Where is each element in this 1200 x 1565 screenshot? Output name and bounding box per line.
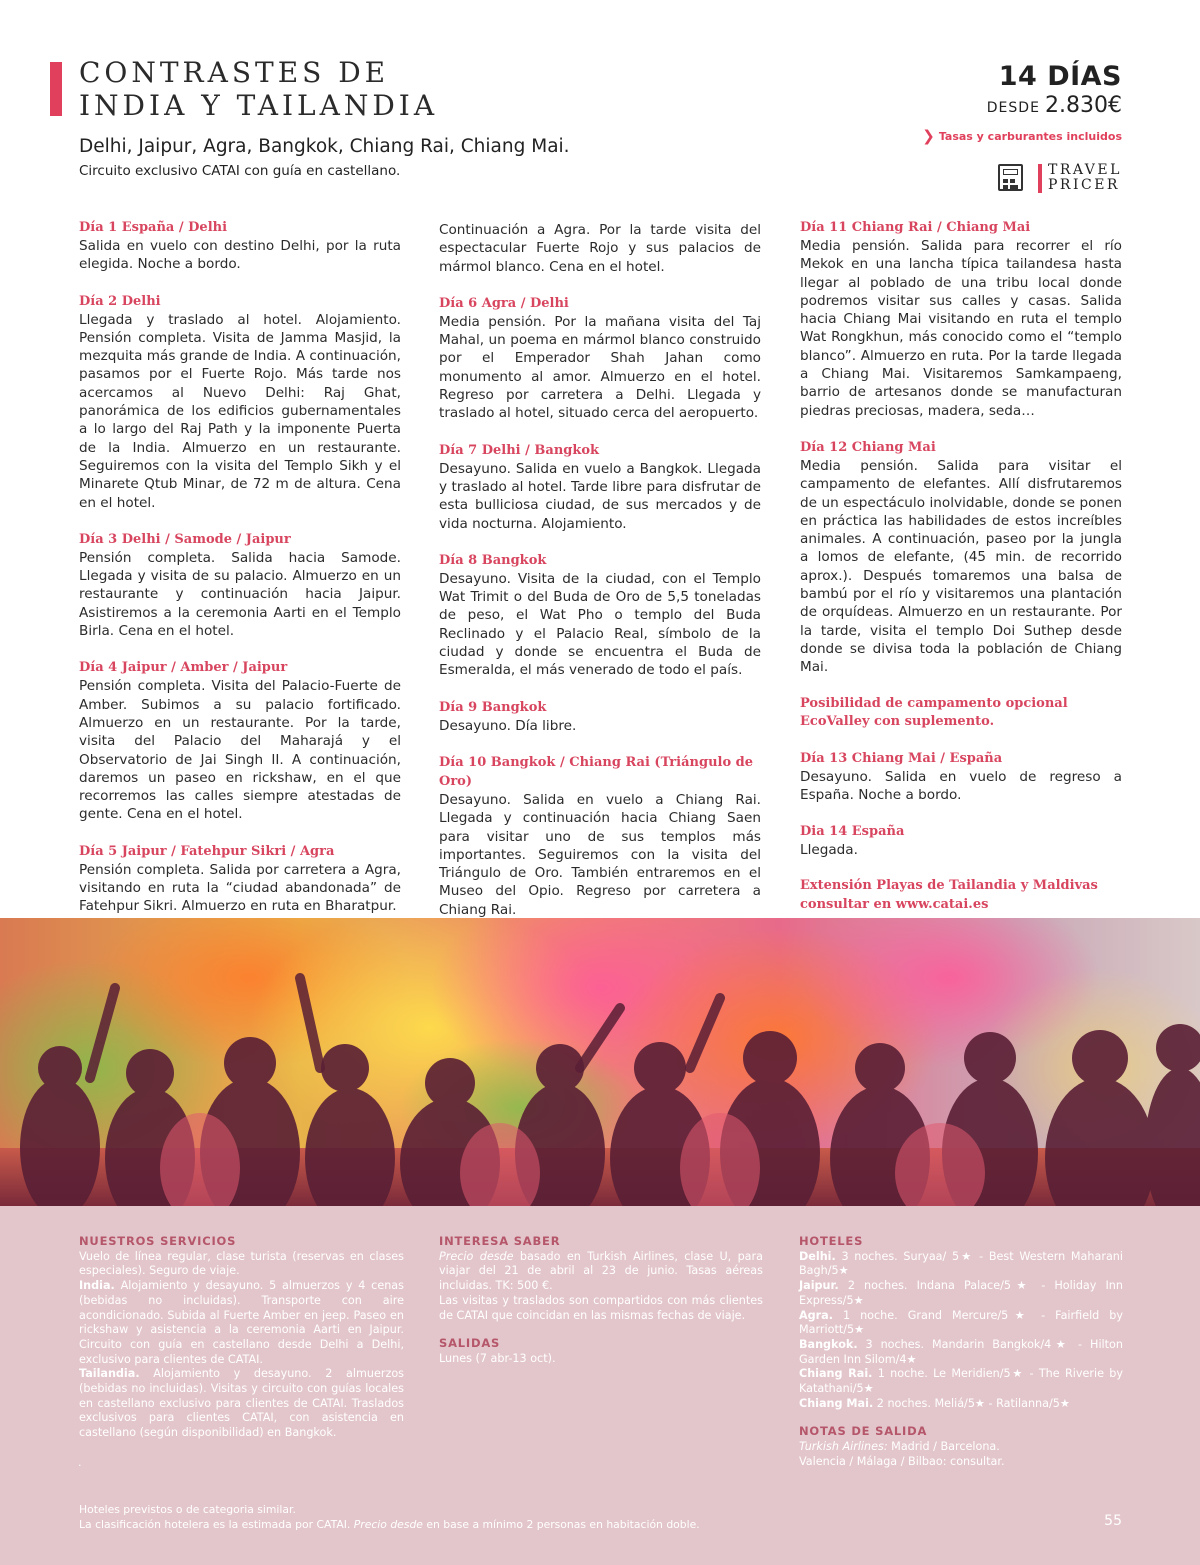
- departure-notes-heading: NOTAS DE SALIDA: [799, 1424, 928, 1439]
- footer-line2-a: La clasificación hotelera es la estimada por CATAI.: [79, 1518, 351, 1531]
- day-text: Desayuno. Día libre.: [439, 717, 577, 734]
- hotel-text: 3 noches. Mandarin Bangkok/4★ - Hilton Garden Inn Silom/4★: [799, 1337, 1123, 1366]
- services-india: [79, 1279, 404, 1367]
- itinerary-column-1: [79, 218, 401, 934]
- itinerary-day: [79, 658, 401, 823]
- travel-pricer-line2: PRICER: [1048, 177, 1120, 193]
- itinerary-day: [439, 753, 761, 919]
- itinerary-column-2: [439, 221, 761, 937]
- travel-pricer-logo[interactable]: [998, 162, 1122, 194]
- itinerary-day: [439, 294, 761, 423]
- day-title: Día 5 Jaipur / Fatehpur Sikri / Agra: [79, 843, 335, 859]
- optional-camp-note: Posibilidad de campamento opcional EcoValley con suplemento.: [800, 695, 1068, 730]
- day-text: Llegada y traslado al hotel. Alojamiento. Pensión completa. Visita de Jamma Masjid, la mezquita más grande de India. A continuación, pasamos por el Fuerte Rojo. Más tarde nos acercamos al Nuevo Delhi: Raj Ghat, panorámica de los edificios gubernamentales a lo largo del Raj Path y la imponente Puerta de la India. Almuerzo en un restaurante. Seguiremos con la visita del Templo Sikh y el Minarete Qtub Minar, de 72 m de altura. Cena en el hotel.: [79, 311, 401, 511]
- stray-dot: .: [78, 1456, 82, 1469]
- hotel-item: [799, 1250, 1123, 1279]
- day-title: Día 4 Jaipur / Amber / Jaipur: [79, 660, 288, 676]
- route-subtitle: Delhi, Jaipur, Agra, Bangkok, Chiang Rai, Chiang Mai.: [79, 136, 570, 157]
- hotel-item: [799, 1338, 1123, 1367]
- departures-heading: SALIDAS: [439, 1336, 501, 1351]
- hotel-city: Delhi.: [799, 1249, 836, 1263]
- services-thailand: [79, 1367, 404, 1441]
- interest-price: [439, 1250, 763, 1294]
- extension-note: Extensión Playas de Tailandia y Maldivas consultar en www.catai.es: [800, 878, 1098, 912]
- itinerary-day: [79, 292, 401, 512]
- departure-notes-line1: [799, 1440, 1123, 1455]
- day-title: Día 11 Chiang Rai / Chiang Mai: [800, 220, 1031, 235]
- hotel-text: 1 noche. Le Meridien/5★ - The Riverie by Katathani/5★: [799, 1367, 1123, 1396]
- footer-line2: [79, 1517, 700, 1532]
- price-value: 2.830€: [1045, 93, 1122, 118]
- day-text: Desayuno. Visita de la ciudad, con el Templo Wat Trimit o del Buda de Oro de 5,5 toneladas de peso, el Wat Pho o templo del Buda Reclinado y el Palacio Real, símbolo de la ciudad y donde se encuentra el Buda de Esmeralda, el más venerado de todo el país.: [439, 570, 761, 679]
- title-line-2: INDIA Y TAILANDIA: [79, 89, 439, 122]
- services-thai-text: Alojamiento y desayuno. 2 almuerzos (bebidas no incluidas). Visitas y circuito con guías locales en castellano exclusivo para clientes de CATAI. Traslados exclusivos para clientes CATAI, con asistencia en castellano (según disponibilidad) en Bangkok.: [79, 1367, 404, 1440]
- notes-airline: Turkish Airlines:: [799, 1440, 888, 1454]
- hotel-city: Bangkok.: [799, 1337, 858, 1351]
- day-title: Día 1 España / Delhi: [79, 220, 228, 235]
- hotels-heading: HOTELES: [799, 1234, 864, 1248]
- day-text: Desayuno. Salida en vuelo a Chiang Rai. Llegada y continuación hacia Chiang Saen para visitar uno de sus templos más importantes. Seguiremos con la visita del Triángulo de Oro. También entraremos en el Museo del Opio. Regreso por carretera a Chiang Rai.: [439, 791, 761, 918]
- itinerary-day: [79, 218, 401, 274]
- notes-line1-text: Madrid / Barcelona.: [891, 1440, 1000, 1454]
- interest-shared: Las visitas y traslados son compartidos con más clientes de CATAI que coincidan en las mismas fechas de viaje.: [439, 1293, 763, 1322]
- day-title: Día 8 Bangkok: [439, 552, 547, 568]
- info-panel: [0, 1206, 1200, 1565]
- circuit-note: Circuito exclusivo CATAI con guía en castellano.: [79, 163, 401, 179]
- day-text: Desayuno. Salida en vuelo a Bangkok. Llegada y traslado al hotel. Tarde libre para disfrutar de esta bulliciosa ciudad, de sus mercados y de vida nocturna. Alojamiento.: [439, 460, 761, 532]
- itinerary-day: [800, 749, 1122, 805]
- day-title: Día 12 Chiang Mai: [800, 439, 936, 455]
- day-text: Continuación a Agra. Por la tarde visita del espectacular Fuerte Rojo y sus palacios de mármol blanco. Cena en el hotel.: [439, 222, 761, 275]
- services-general: Vuelo de línea regular, clase turista (reservas en clases especiales). Seguro de viaje.: [79, 1249, 404, 1278]
- hotel-item: [799, 1367, 1123, 1396]
- day-title: Día 2 Delhi: [79, 293, 161, 309]
- day-title: Día 7 Delhi / Bangkok: [439, 442, 600, 458]
- hotel-text: 2 noches. Indana Palace/5★ - Holiday Inn Express/5★: [799, 1279, 1123, 1307]
- itinerary-day: [439, 698, 761, 735]
- interest-price-text: basado en Turkish Airlines, clase U, para viajar del 21 de abril al 23 de junio. Tasas aéreas incluidas. TK: 500 €.: [439, 1249, 763, 1293]
- itinerary-day: [439, 551, 761, 680]
- departure-notes-line2: Valencia / Málaga / Bilbao: consultar.: [799, 1454, 1005, 1468]
- itinerary-day: [800, 438, 1122, 677]
- footer-line2-b: en base a mínimo 2 personas en habitación doble.: [426, 1518, 700, 1531]
- taxes-note-text: Tasas y carburantes incluidos: [938, 130, 1122, 143]
- footer-line2-italic: Precio desde: [353, 1518, 423, 1531]
- title-line-1: CONTRASTES DE: [79, 56, 390, 89]
- page-number: 55: [1104, 1513, 1122, 1529]
- day-title: Día 9 Bangkok: [439, 699, 547, 715]
- day-title: Día 3 Delhi / Samode / Jaipur: [79, 531, 291, 547]
- chevron-right-icon: ❯: [922, 127, 935, 145]
- day-text: Media pensión. Salida para recorrer el río Mekok en una lancha típica tailandesa hasta llegar al poblado de una tribu local donde podremos visitar sus calles y casas. Salida hacia Chiang Mai visitando en ruta el templo Wat Rongkhun, más conocido como el “templo blanco”. Almuerzo en ruta. Por la tarde llegada a Chiang Mai. Visitaremos Samkampaeng, barrio de artesanos donde se manufacturan piedras preciosas, madera, seda…: [800, 238, 1122, 419]
- interest-heading: INTERESA SABER: [439, 1234, 561, 1248]
- hotel-text: 2 noches. Meliá/5★ - Ratilanna/5★: [876, 1396, 1070, 1410]
- itinerary-day: [79, 530, 401, 640]
- hotels-section: [799, 1234, 1123, 1470]
- title-accent-bar: [50, 62, 62, 116]
- day-text: Pensión completa. Salida por carretera a Agra, visitando en ruta la “ciudad abandonada” de Fatehpur Sikri. Almuerzo en ruta en Bharatpur.: [79, 861, 401, 915]
- day-text: Salida en vuelo con destino Delhi, por la ruta elegida. Noche a bordo.: [79, 238, 401, 273]
- hotel-item: [799, 1309, 1123, 1338]
- hotel-city: Jaipur.: [799, 1279, 839, 1293]
- day-title: Día 13 Chiang Mai / España: [800, 750, 1003, 766]
- duration-label: 14 DÍAS: [998, 61, 1122, 92]
- itinerary-day-continuation: [439, 221, 761, 276]
- price-from-label: DESDE: [986, 100, 1040, 116]
- hotel-city: Chiang Rai.: [799, 1367, 873, 1381]
- footer-line1: Hoteles previstos o de categoria similar.: [79, 1503, 296, 1516]
- itinerary-column-3: [800, 218, 1122, 931]
- travel-pricer-line1: TRAVEL: [1048, 162, 1122, 178]
- taxes-note: [922, 126, 1122, 144]
- day-title: Día 6 Agra / Delhi: [439, 295, 569, 311]
- price-from-italic: Precio desde: [439, 1249, 514, 1263]
- day-title: Dia 14 España: [800, 824, 905, 840]
- services-heading: NUESTROS SERVICIOS: [79, 1234, 237, 1248]
- day-text: Desayuno. Salida en vuelo de regreso a España. Noche a bordo.: [800, 768, 1122, 803]
- holi-festival-photo: [0, 918, 1200, 1206]
- day-text: Media pensión. Por la mañana visita del Taj Mahal, un poema en mármol blanco construido por el Emperador Shah Jahan como monumento al amor. Almuerzo en el hotel. Regreso por carretera a Delhi. Llegada y traslado al hotel, situado cerca del aeropuerto.: [439, 313, 761, 422]
- travel-pricer-bar: [1038, 164, 1042, 193]
- day-text: Pensión completa. Visita del Palacio-Fuerte de Amber. Subimos a su palacio fortificado. Almuerzo en un restaurante. Por la tarde, visita del Palacio del Maharajá y el Observatorio de Jai Singh II. A continuación, daremos un paseo en rickshaw, en el que recorremos las calles siempre atestadas de gente. Cena en el hotel.: [79, 678, 401, 823]
- services-india-label: India.: [79, 1279, 115, 1293]
- hotel-city: Agra.: [799, 1308, 833, 1322]
- services-section: [79, 1234, 404, 1441]
- itinerary-day: [79, 842, 401, 916]
- day-text: Pensión completa. Salida hacia Samode. Llegada y visita de su palacio. Almuerzo en un restaurante y continuación hacia Jaipur. Asistiremos a la ceremonia Aarti en el Templo Birla. Cena en el hotel.: [79, 549, 401, 640]
- page-title: [79, 56, 438, 122]
- departures-text: Lunes (7 abr-13 oct).: [439, 1351, 556, 1365]
- hotel-city: Chiang Mai.: [799, 1396, 874, 1410]
- hotel-text: 1 noche. Grand Mercure/5★ - Fairfield by Marriott/5★: [799, 1308, 1123, 1337]
- day-text: Llegada.: [800, 842, 858, 859]
- hotel-item: [799, 1279, 1123, 1308]
- itinerary-day: [800, 218, 1122, 420]
- footer-notes: [79, 1502, 700, 1532]
- day-title: Día 10 Bangkok / Chiang Rai (Triángulo de Oro): [439, 754, 754, 789]
- itinerary-day: [439, 441, 761, 533]
- interest-section: [439, 1234, 763, 1367]
- price-block: [987, 93, 1122, 118]
- hotel-text: 3 noches. Suryaa/ 5★ - Best Western Maharani Bagh/5★: [799, 1249, 1123, 1278]
- services-thai-label: Tailandia.: [79, 1367, 140, 1381]
- hotel-item: [799, 1397, 1123, 1412]
- calculator-icon: [998, 164, 1023, 191]
- services-india-text: Alojamiento y desayuno. 5 almuerzos y 4 cenas (bebidas no incluidas). Transporte con aire acondicionado. Subida al Fuerte Amber en jeep. Paseo en rickshaw y asistencia a la ceremonia Aarti en Jaipur. Circuito con guía en castellano desde Delhi a Delhi, exclusivo para clientes de CATAI.: [79, 1279, 404, 1366]
- itinerary-day: [800, 822, 1122, 859]
- day-text: Media pensión. Salida para visitar el campamento de elefantes. Allí disfrutaremos de un espectáculo inolvidable, donde se ponen en práctica las habilidades de estos increíbles animales. A continuación, paseo por la jungla a lomos de elefante, (45 min. de recorrido aprox.). Después tomaremos una balsa de bambú por el río y visitaremos una plantación de orquídeas. Almuerzo en un restaurante. Por la tarde, visita el templo Doi Suthep desde donde se divisa toda la población de Chiang Mai.: [800, 457, 1122, 676]
